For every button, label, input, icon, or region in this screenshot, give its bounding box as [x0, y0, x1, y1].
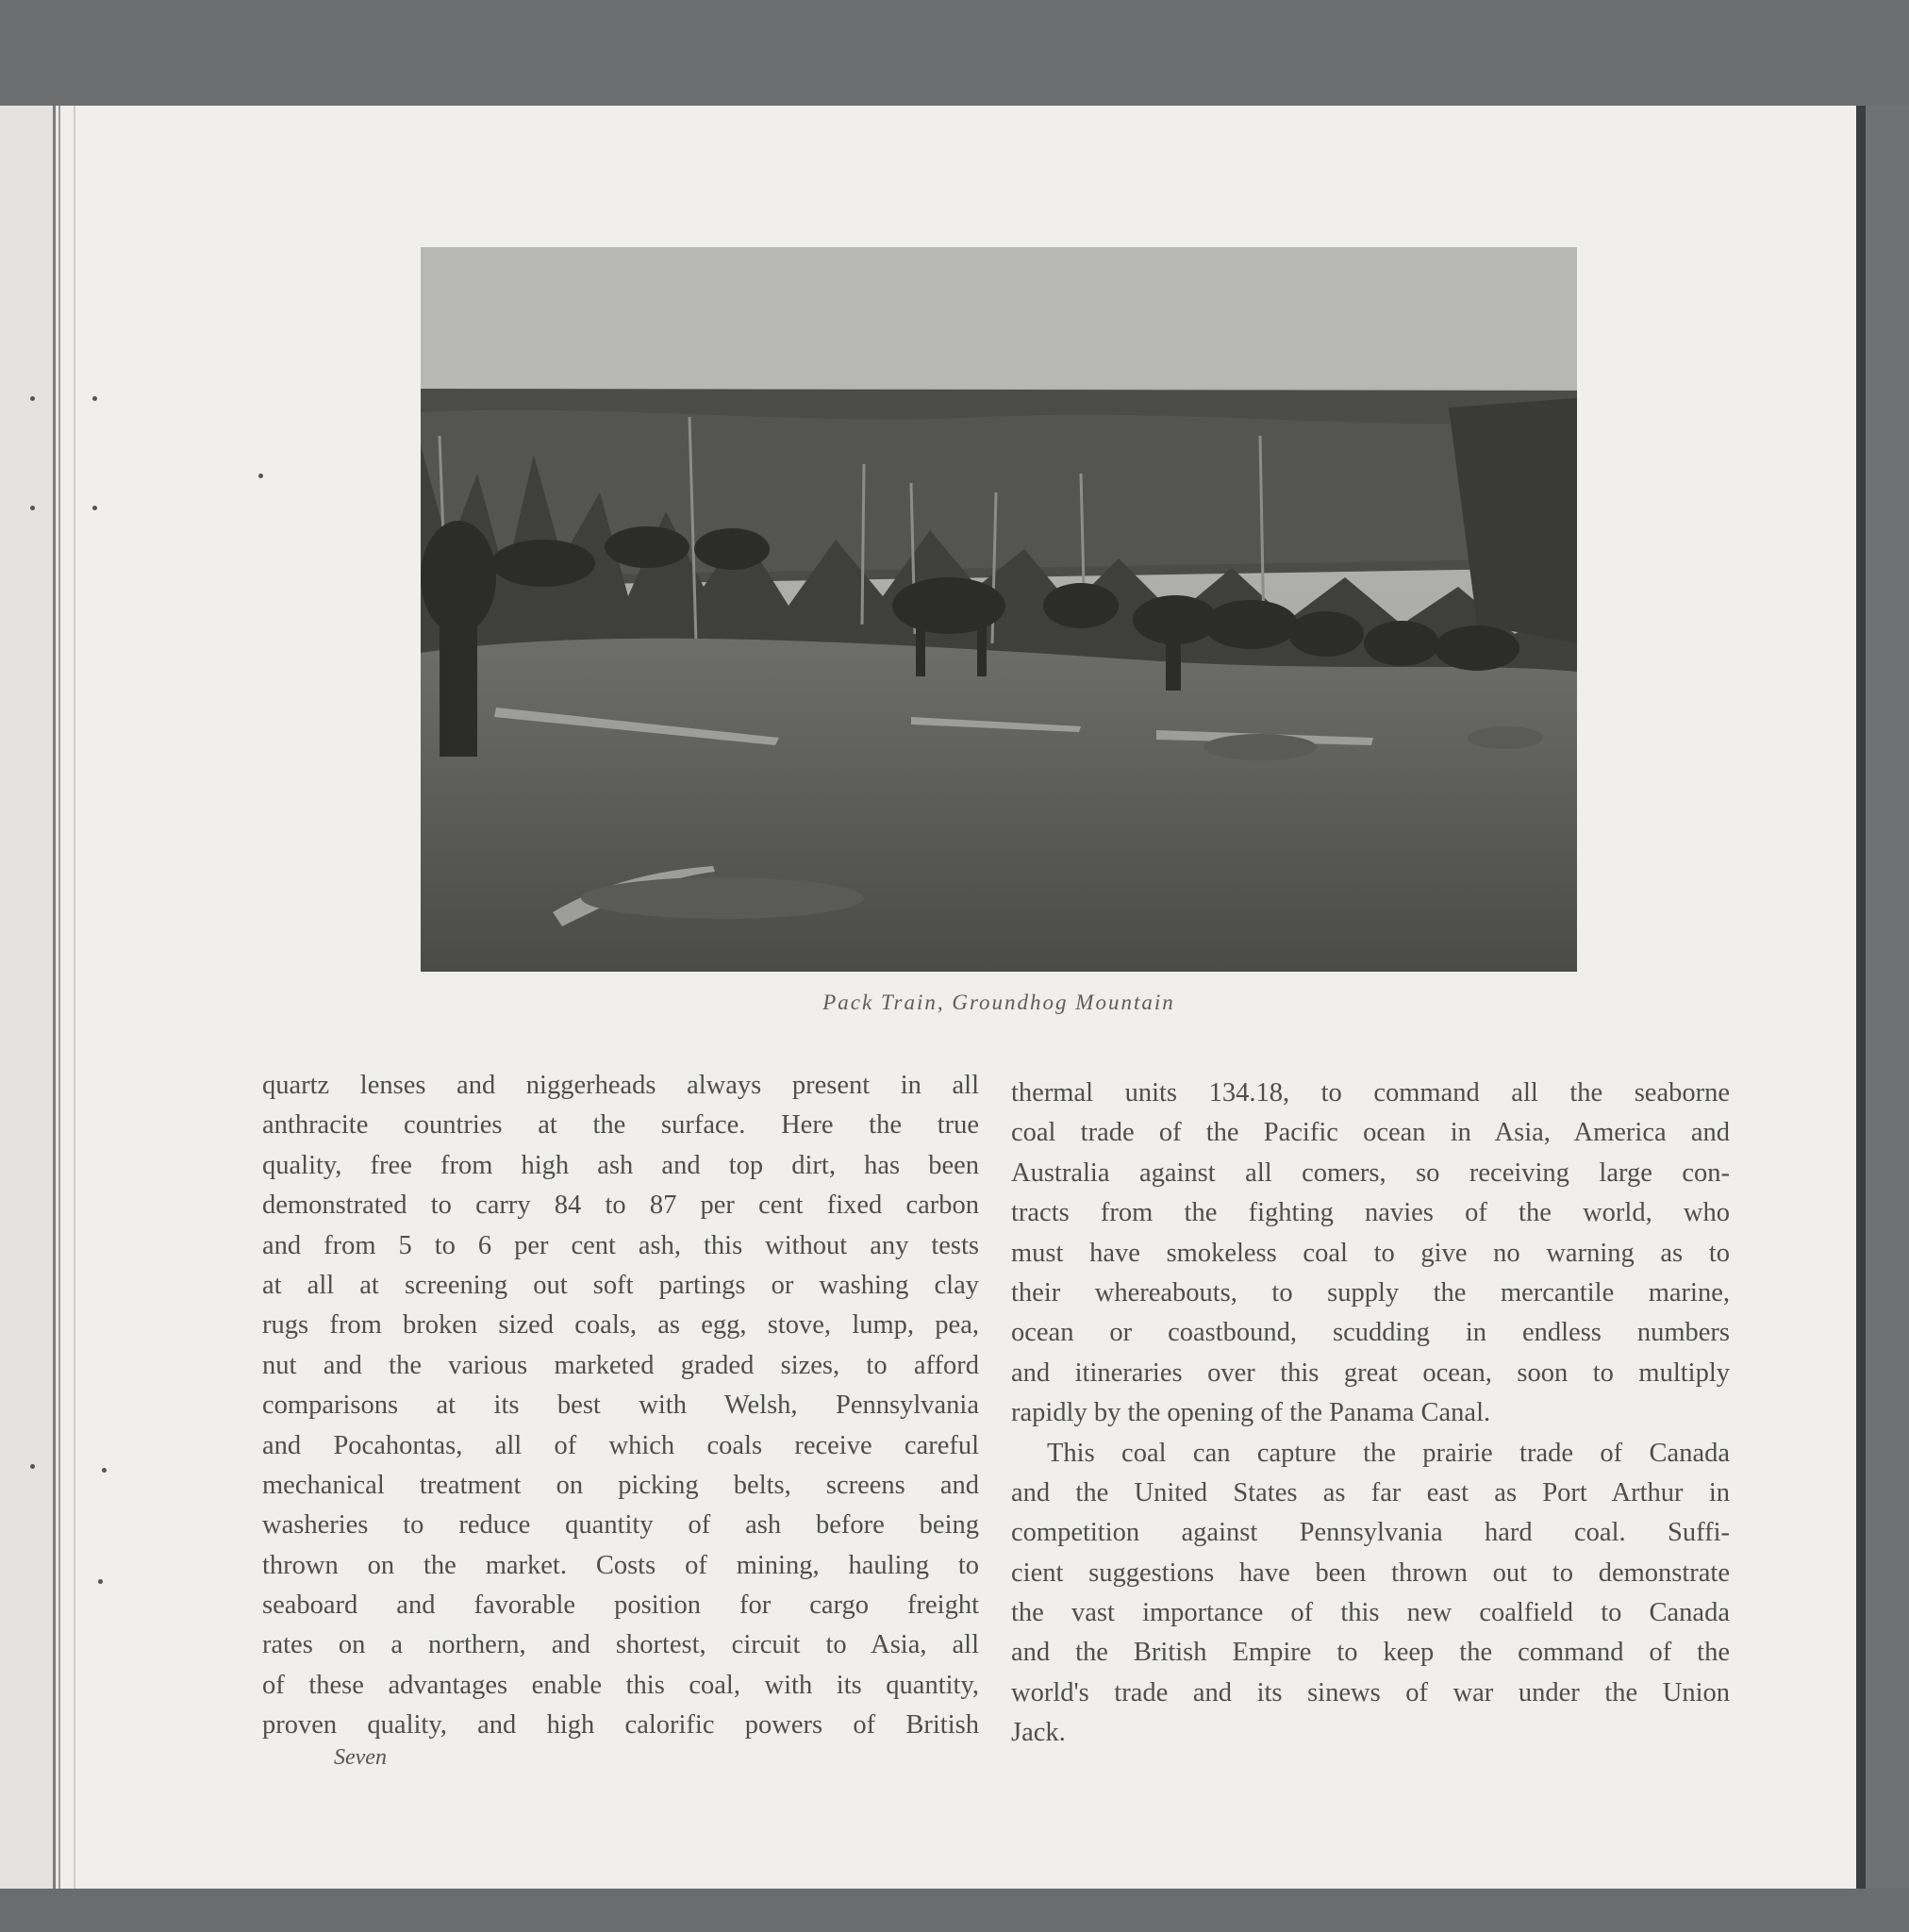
text-line: at all at screening out soft partings or washing clay: [262, 1270, 979, 1300]
text-line: must have smokeless coal to give no warning as to: [1011, 1238, 1730, 1268]
text-line: coal trade of the Pacific ocean in Asia, America and: [1011, 1118, 1730, 1148]
text-line: Australia against all comers, so receiving large con-: [1011, 1158, 1730, 1188]
text-line: and Pocahontas, all of which coals receive careful: [262, 1430, 979, 1460]
book-binding: [0, 106, 57, 1889]
text-line: competition against Pennsylvania hard coal. Suffi-: [1011, 1518, 1730, 1548]
text-line: thrown on the market. Costs of mining, hauling to: [262, 1550, 979, 1580]
page-right-edge: [1856, 106, 1866, 1889]
binding-edge-line: [58, 106, 60, 1889]
scan-speck: [98, 1579, 103, 1584]
photo-caption: Pack Train, Groundhog Mountain: [822, 991, 1175, 1014]
text-line: nut and the various marketed graded sizes, to afford: [262, 1350, 979, 1380]
scanner-background-bottom: [0, 1889, 1909, 1932]
text-line: and from 5 to 6 per cent ash, this without any tests: [262, 1230, 979, 1260]
scan-speck: [102, 1468, 107, 1473]
text-line: cient suggestions have been thrown out to demonstrate: [1011, 1557, 1730, 1588]
text-line: seaboard and favorable position for cargo freight: [262, 1591, 979, 1621]
scanner-background-top: [0, 0, 1909, 106]
text-line: This coal can capture the prairie trade of Canada: [1047, 1438, 1730, 1468]
text-line: and the British Empire to keep the command of the: [1011, 1638, 1730, 1668]
binding-edge-line: [53, 106, 56, 1889]
scan-speck: [92, 506, 97, 510]
scan-speck: [258, 474, 263, 478]
text-line: ocean or coastbound, scudding in endless numbers: [1011, 1318, 1730, 1348]
text-line: rapidly by the opening of the Panama Canal.: [1011, 1398, 1491, 1428]
text-line: their whereabouts, to supply the mercantile marine,: [1011, 1277, 1730, 1307]
photograph-pack-train: [421, 247, 1577, 972]
text-line: anthracite countries at the surface. Here the true: [262, 1110, 979, 1141]
text-line: tracts from the fighting navies of the world, who: [1011, 1198, 1730, 1228]
page-number: Seven: [334, 1745, 387, 1770]
text-line: the vast importance of this new coalfield to Canada: [1011, 1598, 1730, 1628]
text-line: quartz lenses and niggerheads always present in all: [262, 1071, 979, 1100]
text-line: mechanical treatment on picking belts, screens and: [262, 1470, 979, 1500]
text-line: washeries to reduce quantity of ash before being: [262, 1510, 979, 1541]
text-line: thermal units 134.18, to command all the seaborne: [1011, 1078, 1730, 1108]
text-line: and itineraries over this great ocean, soon to multiply: [1011, 1357, 1730, 1388]
text-line: rates on a northern, and shortest, circuit to Asia, all: [262, 1630, 979, 1660]
text-line: world's trade and its sinews of war under the Union: [1011, 1677, 1730, 1707]
text-line: Jack.: [1011, 1718, 1066, 1748]
text-column-left: [262, 1066, 979, 1746]
page-fold-line: [74, 106, 75, 1889]
text-line: rugs from broken sized coals, as egg, stove, lump, pea,: [262, 1310, 979, 1341]
text-line: proven quality, and high calorific powers of British: [262, 1710, 979, 1740]
text-line: and the United States as far east as Port Arthur in: [1011, 1477, 1730, 1507]
scan-speck: [30, 1464, 35, 1469]
scan-speck: [30, 506, 35, 510]
scan-speck: [92, 396, 97, 401]
text-line: comparisons at its best with Welsh, Pennsylvania: [262, 1391, 979, 1421]
text-line: quality, free from high ash and top dirt, has been: [262, 1150, 979, 1180]
text-line: demonstrated to carry 84 to 87 per cent fixed carbon: [262, 1191, 979, 1221]
pack-train-photo-illustration: [421, 247, 1577, 972]
text-column-right: [1011, 1074, 1730, 1754]
scan-speck: [30, 396, 35, 401]
text-line: of these advantages enable this coal, with its quantity,: [262, 1670, 979, 1700]
